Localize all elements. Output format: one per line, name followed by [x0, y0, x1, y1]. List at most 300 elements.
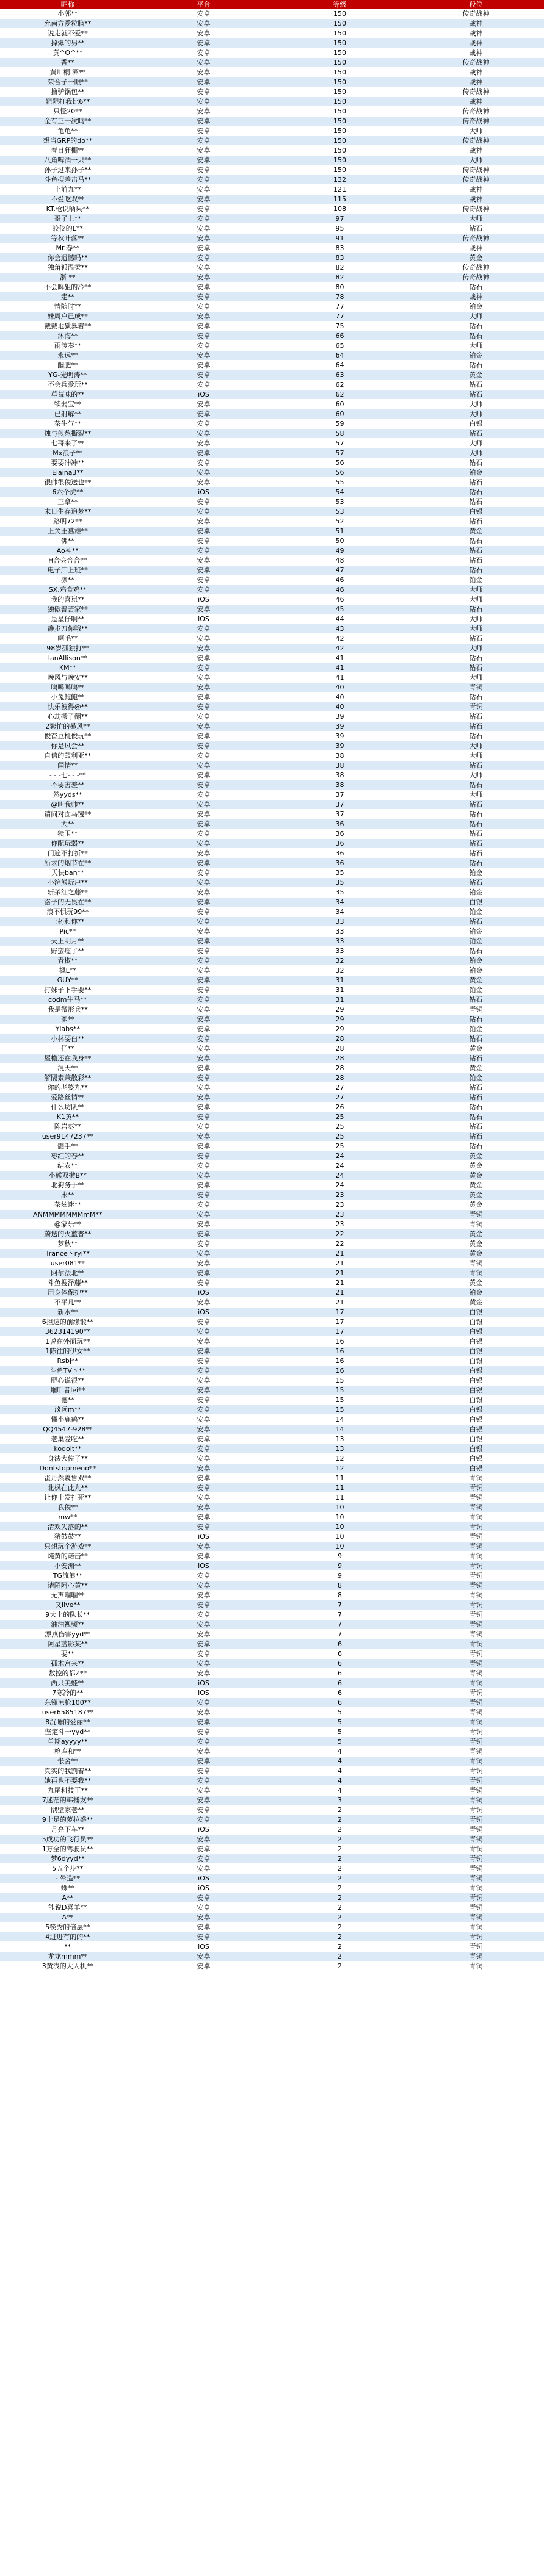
- cell-rank: 钻石: [408, 810, 544, 819]
- table-row: [0, 1200, 544, 1210]
- table-row: [0, 468, 544, 478]
- cell-platform: iOS: [136, 1288, 272, 1298]
- cell-nickname: 孤木宫来**: [0, 1659, 136, 1669]
- cell-rank: 青铜: [408, 1542, 544, 1552]
- cell-nickname: 打妹子下手要**: [0, 985, 136, 995]
- table-row: [0, 1005, 544, 1015]
- table-row: [0, 1434, 544, 1444]
- cell-rank: 黄金: [408, 527, 544, 536]
- cell-level: 150: [272, 97, 408, 107]
- cell-rank: 青铜: [408, 1923, 544, 1932]
- cell-platform: 安卓: [136, 722, 272, 732]
- header-platform: 平台: [136, 0, 272, 9]
- cell-platform: 安卓: [136, 927, 272, 937]
- cell-rank: 传奇战神: [408, 58, 544, 68]
- cell-platform: 安卓: [136, 234, 272, 243]
- table-row: [0, 1249, 544, 1259]
- cell-nickname: 哥了上**: [0, 214, 136, 224]
- cell-rank: 黄金: [408, 1278, 544, 1288]
- cell-nickname: 新水**: [0, 1308, 136, 1317]
- cell-platform: 安卓: [136, 1386, 272, 1395]
- table-row: [0, 77, 544, 87]
- cell-level: 40: [272, 683, 408, 693]
- cell-rank: 战神: [408, 38, 544, 48]
- cell-nickname: 仔**: [0, 1044, 136, 1054]
- cell-platform: 安卓: [136, 1210, 272, 1220]
- cell-platform: 安卓: [136, 1444, 272, 1454]
- cell-level: 57: [272, 448, 408, 458]
- table-row: [0, 1317, 544, 1327]
- table-row: [0, 1561, 544, 1571]
- cell-nickname: 独傲普苦家**: [0, 605, 136, 614]
- cell-level: 28: [272, 1073, 408, 1083]
- cell-rank: 青铜: [408, 1259, 544, 1268]
- cell-nickname: KT.枪说晒果**: [0, 204, 136, 214]
- cell-platform: 安卓: [136, 68, 272, 77]
- cell-level: 66: [272, 331, 408, 341]
- cell-nickname: mw**: [0, 1513, 136, 1522]
- cell-platform: 安卓: [136, 448, 272, 458]
- table-row: [0, 312, 544, 322]
- cell-platform: 安卓: [136, 1854, 272, 1864]
- cell-level: 17: [272, 1327, 408, 1337]
- cell-nickname: 青椒**: [0, 956, 136, 966]
- cell-platform: 安卓: [136, 341, 272, 351]
- table-row: [0, 741, 544, 751]
- table-row: [0, 1815, 544, 1825]
- cell-rank: 黄金: [408, 1200, 544, 1210]
- cell-platform: 安卓: [136, 263, 272, 273]
- cell-level: 40: [272, 702, 408, 712]
- table-row: [0, 1288, 544, 1298]
- cell-platform: 安卓: [136, 536, 272, 546]
- cell-level: 29: [272, 1024, 408, 1034]
- cell-rank: 铂金: [408, 1024, 544, 1034]
- cell-level: 2: [272, 1952, 408, 1962]
- cell-nickname: 362314190**: [0, 1327, 136, 1337]
- cell-nickname: 要要冲冲**: [0, 458, 136, 468]
- cell-level: 40: [272, 693, 408, 702]
- cell-rank: 钻石: [408, 839, 544, 849]
- cell-rank: 黄金: [408, 1063, 544, 1073]
- table-row: [0, 985, 544, 995]
- cell-nickname: @叫我帅**: [0, 800, 136, 810]
- cell-platform: 安卓: [136, 1962, 272, 1971]
- cell-rank: 黄金: [408, 1190, 544, 1200]
- cell-rank: 黄金: [408, 1044, 544, 1054]
- cell-platform: 安卓: [136, 1464, 272, 1473]
- cell-rank: 白银: [408, 1395, 544, 1405]
- cell-platform: 安卓: [136, 819, 272, 829]
- cell-nickname: 又live**: [0, 1600, 136, 1610]
- cell-nickname: 上药和你**: [0, 917, 136, 927]
- cell-level: 23: [272, 1190, 408, 1200]
- cell-rank: 青铜: [408, 1688, 544, 1698]
- cell-rank: 传奇战神: [408, 234, 544, 243]
- cell-platform: 安卓: [136, 1161, 272, 1171]
- table-row: [0, 1854, 544, 1864]
- cell-nickname: 我俊**: [0, 1503, 136, 1513]
- cell-level: 5: [272, 1727, 408, 1737]
- table-row: [0, 585, 544, 595]
- cell-level: 6: [272, 1659, 408, 1669]
- cell-rank: 钻石: [408, 331, 544, 341]
- cell-level: 62: [272, 390, 408, 400]
- cell-level: 10: [272, 1542, 408, 1552]
- cell-rank: 大师: [408, 156, 544, 165]
- cell-nickname: 洛子的无畏在**: [0, 898, 136, 907]
- cell-platform: 安卓: [136, 839, 272, 849]
- cell-rank: 黄金: [408, 1151, 544, 1161]
- cell-level: 37: [272, 790, 408, 800]
- cell-level: 6: [272, 1678, 408, 1688]
- cell-level: 26: [272, 1103, 408, 1112]
- cell-rank: 钻石: [408, 458, 544, 468]
- cell-rank: 青铜: [408, 683, 544, 693]
- cell-platform: 安卓: [136, 888, 272, 898]
- cell-platform: 安卓: [136, 956, 272, 966]
- cell-nickname: 5五个步**: [0, 1864, 136, 1874]
- cell-nickname: 闻情**: [0, 761, 136, 771]
- table-row: [0, 87, 544, 97]
- cell-nickname: 结农**: [0, 1161, 136, 1171]
- cell-nickname: 很帅很俊送也**: [0, 478, 136, 487]
- cell-nickname: 自信的鼓利亚**: [0, 751, 136, 761]
- cell-platform: 安卓: [136, 400, 272, 409]
- cell-platform: 安卓: [136, 1005, 272, 1015]
- cell-platform: 安卓: [136, 1083, 272, 1093]
- cell-rank: 铂金: [408, 351, 544, 361]
- cell-nickname: 小熊双撇B**: [0, 1171, 136, 1181]
- cell-level: 23: [272, 1210, 408, 1220]
- cell-rank: 铂金: [408, 888, 544, 898]
- table-row: [0, 624, 544, 634]
- table-row: [0, 702, 544, 712]
- cell-nickname: 门遍不打折**: [0, 849, 136, 858]
- cell-platform: 安卓: [136, 1649, 272, 1659]
- cell-platform: 安卓: [136, 107, 272, 117]
- cell-platform: 安卓: [136, 1015, 272, 1024]
- cell-rank: 大师: [408, 214, 544, 224]
- cell-platform: 安卓: [136, 1200, 272, 1210]
- cell-platform: 安卓: [136, 439, 272, 448]
- table-row: [0, 1239, 544, 1249]
- cell-nickname: 心劫搬子翻**: [0, 712, 136, 722]
- cell-level: 21: [272, 1278, 408, 1288]
- table-row: [0, 751, 544, 761]
- cell-nickname: KM**: [0, 663, 136, 673]
- cell-nickname: 噶噶噶噶**: [0, 683, 136, 693]
- cell-level: 38: [272, 751, 408, 761]
- cell-rank: 钻石: [408, 429, 544, 439]
- cell-platform: 安卓: [136, 1805, 272, 1815]
- cell-nickname: 坚定斗一yyd**: [0, 1727, 136, 1737]
- header-row: [0, 0, 544, 9]
- cell-level: 2: [272, 1854, 408, 1864]
- cell-rank: 传奇战神: [408, 9, 544, 19]
- cell-level: 150: [272, 48, 408, 58]
- cell-level: 8: [272, 1591, 408, 1600]
- cell-nickname: 不会瞬狙的冷**: [0, 282, 136, 292]
- cell-platform: 安卓: [136, 1473, 272, 1483]
- cell-rank: 青铜: [408, 1727, 544, 1737]
- cell-level: 39: [272, 722, 408, 732]
- table-row: [0, 1552, 544, 1561]
- cell-level: 21: [272, 1288, 408, 1298]
- cell-level: 34: [272, 907, 408, 917]
- cell-rank: 青铜: [408, 1883, 544, 1893]
- cell-level: 46: [272, 595, 408, 605]
- table-row: [0, 995, 544, 1005]
- cell-platform: 安卓: [136, 810, 272, 819]
- cell-level: 17: [272, 1308, 408, 1317]
- table-row: [0, 1903, 544, 1913]
- table-row: [0, 185, 544, 195]
- cell-rank: 钻石: [408, 361, 544, 370]
- cell-level: 150: [272, 136, 408, 146]
- cell-rank: 青铜: [408, 1854, 544, 1864]
- table-row: [0, 556, 544, 566]
- cell-nickname: A**: [0, 1913, 136, 1923]
- cell-rank: 黄金: [408, 1298, 544, 1308]
- cell-nickname: 想当GRP的do**: [0, 136, 136, 146]
- table-row: [0, 868, 544, 878]
- cell-nickname: 漂燕伤害yyd**: [0, 1630, 136, 1639]
- cell-nickname: 茶炫迷**: [0, 1200, 136, 1210]
- table-row: [0, 1054, 544, 1063]
- cell-level: 97: [272, 214, 408, 224]
- table-row: [0, 126, 544, 136]
- cell-rank: 大师: [408, 644, 544, 653]
- cell-level: 83: [272, 243, 408, 253]
- cell-level: 16: [272, 1356, 408, 1366]
- cell-rank: 钻石: [408, 878, 544, 888]
- table-row: [0, 29, 544, 38]
- cell-rank: 青铜: [408, 1864, 544, 1874]
- cell-level: 22: [272, 1229, 408, 1239]
- cell-level: 150: [272, 38, 408, 48]
- cell-platform: iOS: [136, 1561, 272, 1571]
- cell-rank: 钻石: [408, 1142, 544, 1151]
- table-row: [0, 907, 544, 917]
- cell-nickname: SX.鸡食鸡**: [0, 585, 136, 595]
- cell-nickname: 烛与煎熬撕裂**: [0, 429, 136, 439]
- cell-nickname: 不要害羞**: [0, 780, 136, 790]
- cell-level: 15: [272, 1376, 408, 1386]
- cell-rank: 传奇战神: [408, 117, 544, 126]
- cell-nickname: 北枫在此九**: [0, 1483, 136, 1493]
- cell-platform: 安卓: [136, 1522, 272, 1532]
- cell-platform: 安卓: [136, 165, 272, 175]
- cell-platform: 安卓: [136, 429, 272, 439]
- cell-platform: 安卓: [136, 527, 272, 536]
- cell-platform: iOS: [136, 1678, 272, 1688]
- cell-nickname: 九尾科技王**: [0, 1786, 136, 1796]
- cell-level: 21: [272, 1268, 408, 1278]
- cell-nickname: Rsbj**: [0, 1356, 136, 1366]
- cell-platform: iOS: [136, 1308, 272, 1317]
- table-row: [0, 458, 544, 468]
- cell-level: 38: [272, 761, 408, 771]
- table-row: [0, 9, 544, 19]
- cell-platform: iOS: [136, 487, 272, 497]
- cell-platform: 安卓: [136, 966, 272, 976]
- cell-level: 46: [272, 585, 408, 595]
- table-row: [0, 517, 544, 527]
- cell-platform: 安卓: [136, 243, 272, 253]
- cell-platform: 安卓: [136, 995, 272, 1005]
- cell-nickname: 数控的都Z**: [0, 1669, 136, 1678]
- table-row: [0, 1718, 544, 1727]
- cell-rank: 青铜: [408, 1220, 544, 1229]
- cell-nickname: 小浣熊玩户**: [0, 878, 136, 888]
- cell-platform: 安卓: [136, 868, 272, 878]
- cell-nickname: **: [0, 1942, 136, 1952]
- cell-rank: 钻石: [408, 1083, 544, 1093]
- cell-level: 21: [272, 1298, 408, 1308]
- table-row: [0, 1581, 544, 1591]
- cell-platform: 安卓: [136, 702, 272, 712]
- cell-rank: 大师: [408, 448, 544, 458]
- cell-platform: 安卓: [136, 1034, 272, 1044]
- cell-rank: 青铜: [408, 1747, 544, 1757]
- cell-nickname: 不会兵爱玩**: [0, 380, 136, 390]
- cell-platform: 安卓: [136, 292, 272, 302]
- cell-nickname: 茶生气**: [0, 419, 136, 429]
- cell-level: 16: [272, 1337, 408, 1347]
- table-row: [0, 1708, 544, 1718]
- cell-platform: 安卓: [136, 1122, 272, 1132]
- cell-rank: 青铜: [408, 1552, 544, 1561]
- cell-level: 17: [272, 1317, 408, 1327]
- cell-nickname: 佛**: [0, 536, 136, 546]
- cell-level: 2: [272, 1835, 408, 1844]
- cell-level: 64: [272, 351, 408, 361]
- cell-nickname: 浪不惧玩99**: [0, 907, 136, 917]
- table-row: [0, 1454, 544, 1464]
- cell-nickname: 什么坊队**: [0, 1103, 136, 1112]
- cell-level: 82: [272, 263, 408, 273]
- table-row: [0, 693, 544, 702]
- table-row: [0, 1083, 544, 1093]
- cell-nickname: 所求的烟节在**: [0, 858, 136, 868]
- cell-level: 150: [272, 165, 408, 175]
- cell-rank: 钻石: [408, 390, 544, 400]
- cell-level: 25: [272, 1142, 408, 1151]
- cell-platform: 安卓: [136, 556, 272, 566]
- cell-rank: 钻石: [408, 1103, 544, 1112]
- cell-platform: iOS: [136, 595, 272, 605]
- cell-nickname: Elaina3**: [0, 468, 136, 478]
- cell-nickname: 无声嗰嗰**: [0, 1591, 136, 1600]
- cell-rank: 青铜: [408, 1796, 544, 1805]
- cell-nickname: 猪鼓鼓**: [0, 1532, 136, 1542]
- cell-platform: 安卓: [136, 1581, 272, 1591]
- cell-rank: 青铜: [408, 1630, 544, 1639]
- table-row: [0, 1386, 544, 1395]
- cell-rank: 传奇战神: [408, 87, 544, 97]
- cell-platform: iOS: [136, 1825, 272, 1835]
- table-row: [0, 1220, 544, 1229]
- cell-nickname: 蔚迭的火蓝普**: [0, 1229, 136, 1239]
- cell-platform: 安卓: [136, 732, 272, 741]
- cell-nickname: 7寒冷的**: [0, 1688, 136, 1698]
- table-row: [0, 937, 544, 946]
- cell-platform: 安卓: [136, 156, 272, 165]
- table-row: [0, 595, 544, 605]
- cell-platform: 安卓: [136, 976, 272, 985]
- table-row: [0, 1883, 544, 1893]
- table-row: [0, 1093, 544, 1103]
- cell-level: 14: [272, 1425, 408, 1434]
- cell-platform: iOS: [136, 390, 272, 400]
- cell-level: 25: [272, 1122, 408, 1132]
- table-row: [0, 1298, 544, 1308]
- cell-level: 31: [272, 985, 408, 995]
- cell-level: 41: [272, 663, 408, 673]
- table-row: [0, 1356, 544, 1366]
- cell-nickname: QQ4547-928**: [0, 1425, 136, 1434]
- cell-rank: 青铜: [408, 1005, 544, 1015]
- cell-nickname: 梦6dyyd**: [0, 1854, 136, 1864]
- cell-platform: 安卓: [136, 1952, 272, 1962]
- table-row: [0, 614, 544, 624]
- cell-platform: 安卓: [136, 273, 272, 282]
- cell-rank: 白银: [408, 1415, 544, 1425]
- cell-level: 78: [272, 292, 408, 302]
- cell-platform: 安卓: [136, 1620, 272, 1630]
- table-row: [0, 819, 544, 829]
- cell-rank: 青铜: [408, 1952, 544, 1962]
- cell-level: 2: [272, 1962, 408, 1971]
- cell-platform: 安卓: [136, 1542, 272, 1552]
- cell-rank: 钻石: [408, 566, 544, 575]
- table-row: [0, 1952, 544, 1962]
- cell-platform: 安卓: [136, 566, 272, 575]
- cell-level: 7: [272, 1610, 408, 1620]
- cell-nickname: 6担速的前缘锻**: [0, 1317, 136, 1327]
- cell-platform: 安卓: [136, 1063, 272, 1073]
- table-row: [0, 1161, 544, 1171]
- cell-level: 9: [272, 1561, 408, 1571]
- cell-rank: 白银: [408, 507, 544, 517]
- table-row: [0, 165, 544, 175]
- cell-level: 3: [272, 1796, 408, 1805]
- cell-rank: 钻石: [408, 663, 544, 673]
- cell-platform: 安卓: [136, 1483, 272, 1493]
- cell-nickname: 犊玉**: [0, 829, 136, 839]
- cell-platform: 安卓: [136, 1142, 272, 1151]
- table-row: [0, 439, 544, 448]
- cell-level: 7: [272, 1630, 408, 1639]
- cell-nickname: TG流浪**: [0, 1571, 136, 1581]
- table-row: [0, 878, 544, 888]
- cell-level: 55: [272, 478, 408, 487]
- cell-rank: 青铜: [408, 1844, 544, 1854]
- table-row: [0, 400, 544, 409]
- table-row: [0, 361, 544, 370]
- cell-platform: 安卓: [136, 634, 272, 644]
- cell-level: 16: [272, 1366, 408, 1376]
- cell-level: 5: [272, 1708, 408, 1718]
- cell-level: 6: [272, 1698, 408, 1708]
- cell-platform: 安卓: [136, 693, 272, 702]
- cell-platform: 安卓: [136, 97, 272, 107]
- table-row: [0, 478, 544, 487]
- cell-nickname: 蛋丹然羲鲁双**: [0, 1473, 136, 1483]
- cell-platform: 安卓: [136, 1815, 272, 1825]
- cell-rank: 战神: [408, 97, 544, 107]
